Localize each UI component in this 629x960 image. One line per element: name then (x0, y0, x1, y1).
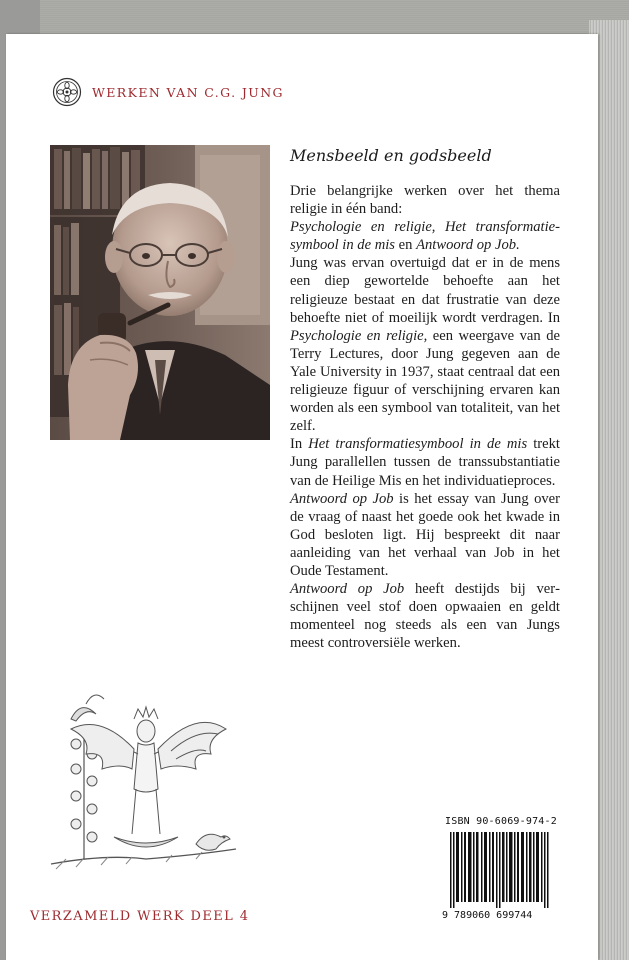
blurb-sentence: Drie belangrijke werken over het thema religie in één band: (290, 183, 560, 218)
volume-label: VERZAMELD WERK DEEL 4 (30, 909, 250, 924)
blurb-paragraph (290, 490, 560, 580)
mandala-logo-icon (52, 77, 82, 107)
alchemical-engraving-illustration (46, 659, 241, 879)
blurb-sentence: heeft destijds bij verschijnen veel stof doen opwaaien en geldt momenteel nog steeds als een van Jungs meest controversiële werken. (290, 581, 560, 652)
blurb-paragraph (290, 254, 560, 435)
blurb-sentence: In (290, 436, 309, 453)
ean-barcode (440, 830, 558, 922)
work-title: Psychologie en religie, (290, 327, 428, 344)
blurb-paragraph (290, 580, 560, 652)
series-title: WERKEN VAN C.G. JUNG (92, 84, 284, 100)
blurb-paragraph (290, 435, 560, 489)
work-title: Het transformatiesymbool in de mis (308, 436, 528, 453)
work-title: Antwoord op Job (290, 490, 394, 507)
blurb-sentence: is het essay van Jung over de vraag of naast het goede ook het kwade in God besloten ligt. Hij bespreekt dit naar aanleiding van het verhaal van Job in het Oude Testament. (290, 490, 560, 579)
author-portrait-photo (50, 145, 270, 440)
work-title: Psychologie en religie, Het transformatiesymbool in de mis (290, 219, 560, 254)
blurb-sentence: en (395, 237, 417, 254)
blurb-sentence: Jung was ervan overtuigd dat er in de mens een diep gewortelde behoefte aan het religieuze bestaat en dat frustratie van deze behoefte niet of moeilijk wordt verdragen. In (290, 255, 560, 326)
work-title: Antwoord op Job (290, 581, 405, 598)
blurb-text (290, 182, 560, 652)
blurb-paragraph (290, 182, 560, 218)
work-title: Antwoord op Job. (416, 237, 520, 254)
blurb-paragraph (290, 218, 560, 254)
barcode-number: 9 789060 699744 (442, 910, 533, 921)
book-back-cover (6, 34, 598, 960)
blurb-sentence: een weergave van de Terry Lectures, door Jung gegeven aan de Yale University in 1937, staat centraal dat een religieuze figuur of verschijning ervaren kan worden als een symbool van totaliteit, van het zelf. (290, 327, 560, 435)
book-title: Mensbeeld en godsbeeld (290, 146, 492, 165)
series-header (52, 77, 284, 107)
blurb-sentence: trekt Jung parallellen tussen de transsubstantiatie van de Heilige Mis en het individuatieproces. (290, 436, 560, 489)
isbn-label: ISBN 90-6069-974-2 (445, 816, 557, 827)
